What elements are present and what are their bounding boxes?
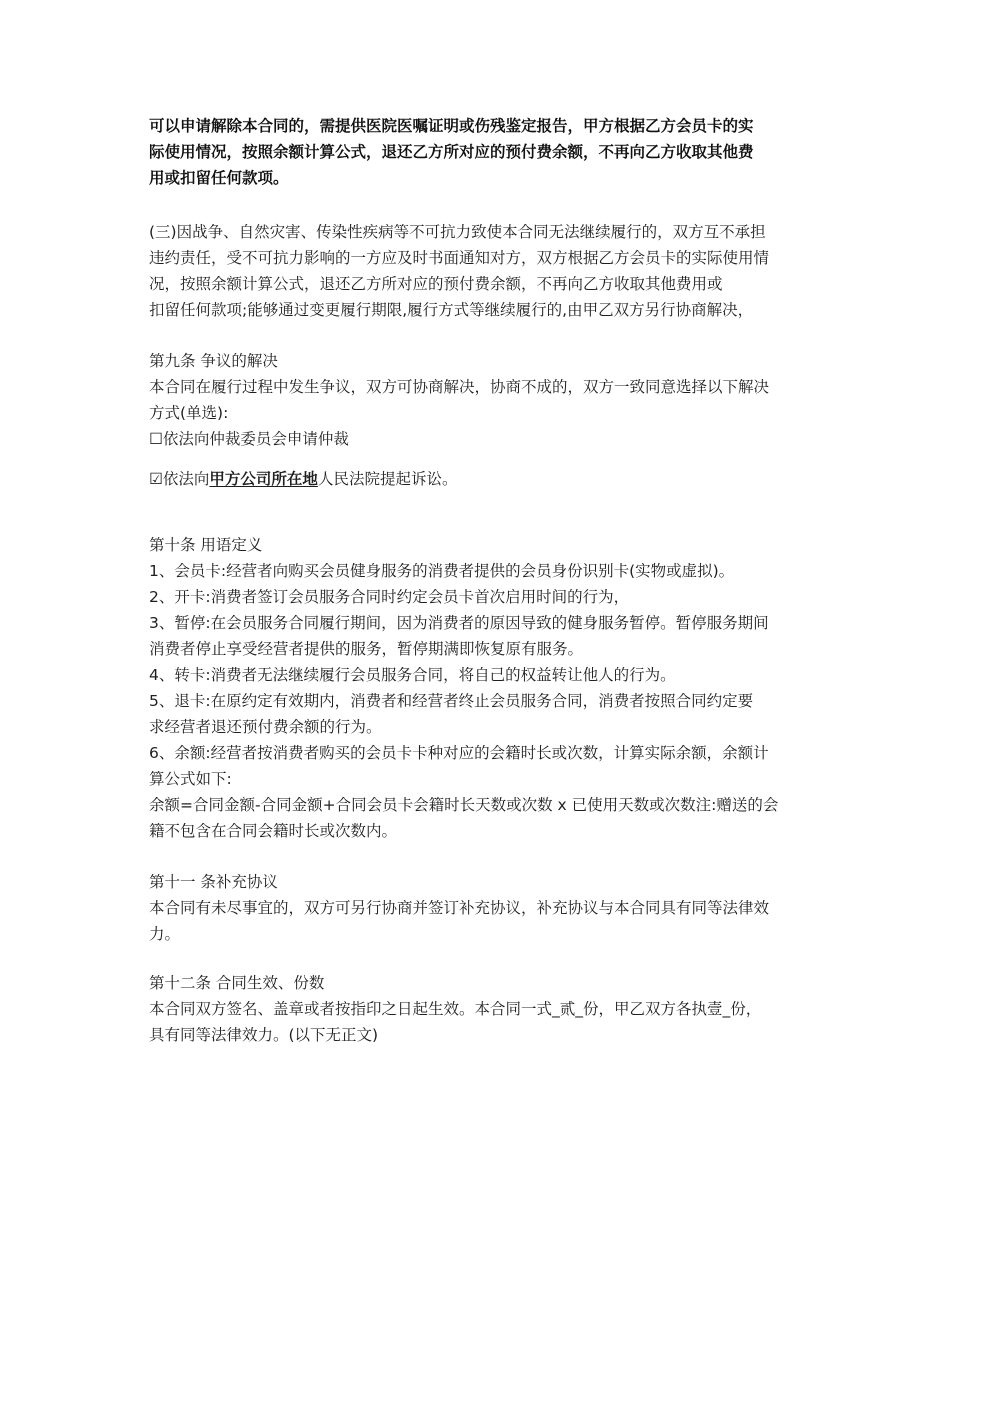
definition-line: 余额=合同金额-合同金额+合同会员卡会籍时长天数或次数 x 已使用天数或次数注:赠送的会 [149,796,779,814]
clause-3-line: 况，按照余额计算公式，退还乙方所对应的预付费余额，不再向乙方收取其他费用或 [149,275,723,293]
article-11-heading: 第十一 条补充协议 [149,873,278,891]
arbitration-option-label: 依法向仲裁委员会申请仲裁 [162,430,349,448]
definition-line: 6、余额:经营者按消费者购买的会员卡卡种对应的会籍时长或次数，计算实际余额，余额计 [149,744,769,762]
litigation-option-suffix: 人民法院提起诉讼。 [317,470,458,488]
clause-3-line: 违约责任，受不可抗力影响的一方应及时书面通知对方，双方根据乙方会员卡的实际使用情 [149,249,770,267]
definition-line: 1、会员卡:经营者向购买会员健身服务的消费者提供的会员身份识别卡(实物或虚拟)。 [149,562,735,580]
article-9-line: 本合同在履行过程中发生争议，双方可协商解决，协商不成的，双方一致同意选择以下解决 [149,378,770,396]
article-11-section [149,869,849,947]
intro-paragraph [149,113,849,191]
article-12-line: 具有同等法律效力。(以下无正文) [149,1026,379,1044]
clause-3-line: (三)因战争、自然灾害、传染性疾病等不可抗力致使本合同无法继续履行的，双方互不承担 [149,223,766,241]
intro-line: 用或扣留任何款项。 [149,169,289,187]
definition-line: 算公式如下: [149,770,232,788]
article-10-heading: 第十条 用语定义 [149,536,263,554]
checked-box-icon: ☑ [149,470,163,488]
article-11-line: 本合同有未尽事宜的，双方可另行协商并签订补充协议，补充协议与本合同具有同等法律效 [149,899,770,917]
definition-line: 2、开卡:消费者签订会员服务合同时约定会员卡首次启用时间的行为， [149,588,630,606]
litigation-venue: 甲方公司所在地 [209,470,318,488]
intro-line: 可以申请解除本合同的，需提供医院医嘱证明或伤残鉴定报告，甲方根据乙方会员卡的实 [149,117,754,135]
definition-line: 5、退卡:在原约定有效期内，消费者和经营者终止会员服务合同，消费者按照合同约定要 [149,692,754,710]
definition-line: 籍不包含在合同会籍时长或次数内。 [149,822,398,840]
arbitration-option [149,426,849,452]
article-9-section [149,348,849,452]
litigation-option-prefix: 依法向 [162,470,210,488]
intro-line: 际使用情况，按照余额计算公式，退还乙方所对应的预付费余额，不再向乙方收取其他费 [149,143,754,161]
clause-3-paragraph [149,219,849,323]
article-12-heading: 第十二条 合同生效、份数 [149,974,325,992]
unchecked-box-icon: ☐ [149,430,163,448]
clause-3-line: 扣留任何款项;能够通过变更履行期限,履行方式等继续履行的,由甲乙双方另行协商解决， [149,301,754,319]
litigation-option [149,466,849,492]
article-9-heading: 第九条 争议的解决 [149,352,278,370]
article-12-section [149,970,849,1048]
article-12-line: 本合同双方签名、盖章或者按指印之日起生效。本合同一式_贰_份，甲乙双方各执壹_份， [149,1000,762,1018]
definition-line: 3、暂停:在会员服务合同履行期间，因为消费者的原因导致的健身服务暂停。暂停服务期间 [149,614,769,632]
article-11-line: 力。 [149,925,181,943]
definition-line: 4、转卡:消费者无法继续履行会员服务合同，将自己的权益转让他人的行为。 [149,666,676,684]
definition-line: 消费者停止享受经营者提供的服务，暂停期满即恢复原有服务。 [149,640,584,658]
article-10-section [149,532,849,844]
article-9-line: 方式(单选): [149,404,229,422]
definition-line: 求经营者退还预付费余额的行为。 [149,718,382,736]
